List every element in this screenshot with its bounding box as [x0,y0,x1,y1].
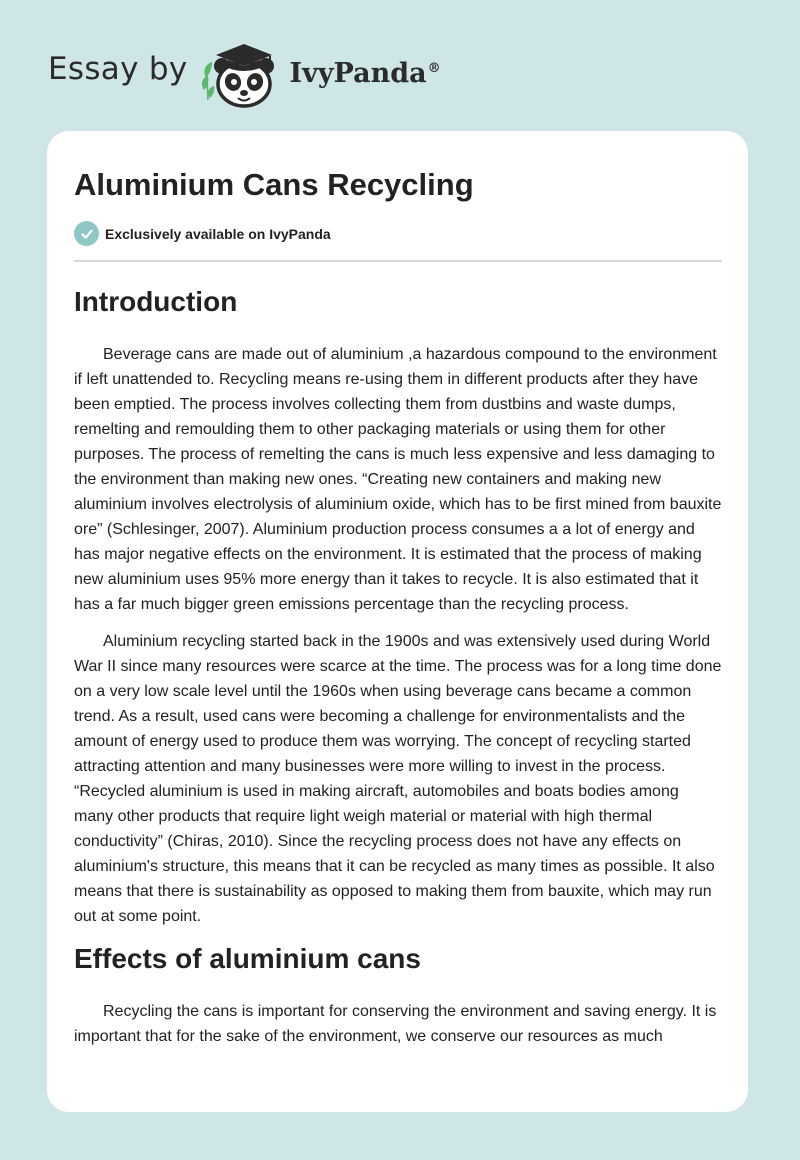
essay-card [47,131,748,1112]
check-icon [74,221,99,246]
paragraph: Recycling the cans is important for conserving the environment and saving energy. It is important that for the sake of the environment, we conserve our resources as much [74,1003,717,1045]
paragraph: Beverage cans are made out of aluminium ,a hazardous compound to the environment if left unattended to. Recycling means re-using them in different products after they have been emptied. The process involves collecting them from dustbins and waste dumps, remelting and remoulding them to other packaging materials or using them for other purposes. The process of remelting the cans is much less expensive and less damaging to the environment than making new ones. “Creating new containers and making new aluminium involves electrolysis of aluminium oxide, which has to be first mined from bauxite ore” (Schlesinger, 2007). Aluminium production process consumes a a lot of energy and has major negative effects on the environment. It is estimated that the process of making new aluminium uses 95% more energy than it takes to recycle. It is also estimated that it has a far much bigger green emissions percentage than the recycling process. [74,346,722,613]
brand-prefix: Essay by [48,51,188,87]
panda-logo-icon [200,38,286,110]
essay-body [74,284,722,1061]
page-title: Aluminium Cans Recycling [74,167,474,202]
paragraph: Aluminium recycling started back in the 1900s and was extensively used during World War II since many resources were scarce at the time. The process was for a long time done on a very low scale level until the 1960s when using beverage cans became a common trend. As a result, used cans were becoming a challenge for environmentalists and the amount of energy used to produce them was worrying. The concept of recycling started attracting attention and many businesses were more willing to invest in the process. “Recycled aluminium is used in making aircraft, automobiles and boats bodies among many other products that require light weigh material or material with high thermal conductivity” (Chiras, 2010). Since the recycling process does not have any effects on aluminium's structure, this means that it can be recycled as many times as possible. It also means that there is sustainability as opposed to making them from bauxite, which may run out at some point. [74,633,722,925]
section-heading-introduction: Introduction [74,286,238,317]
exclusive-label: Exclusively available on IvyPanda [105,225,331,242]
exclusive-badge [74,221,331,246]
section-heading-effects: Effects of aluminium cans [74,943,421,974]
divider [74,260,722,262]
brand-name: IvyPanda® [289,57,441,89]
site-brand[interactable] [48,38,441,110]
